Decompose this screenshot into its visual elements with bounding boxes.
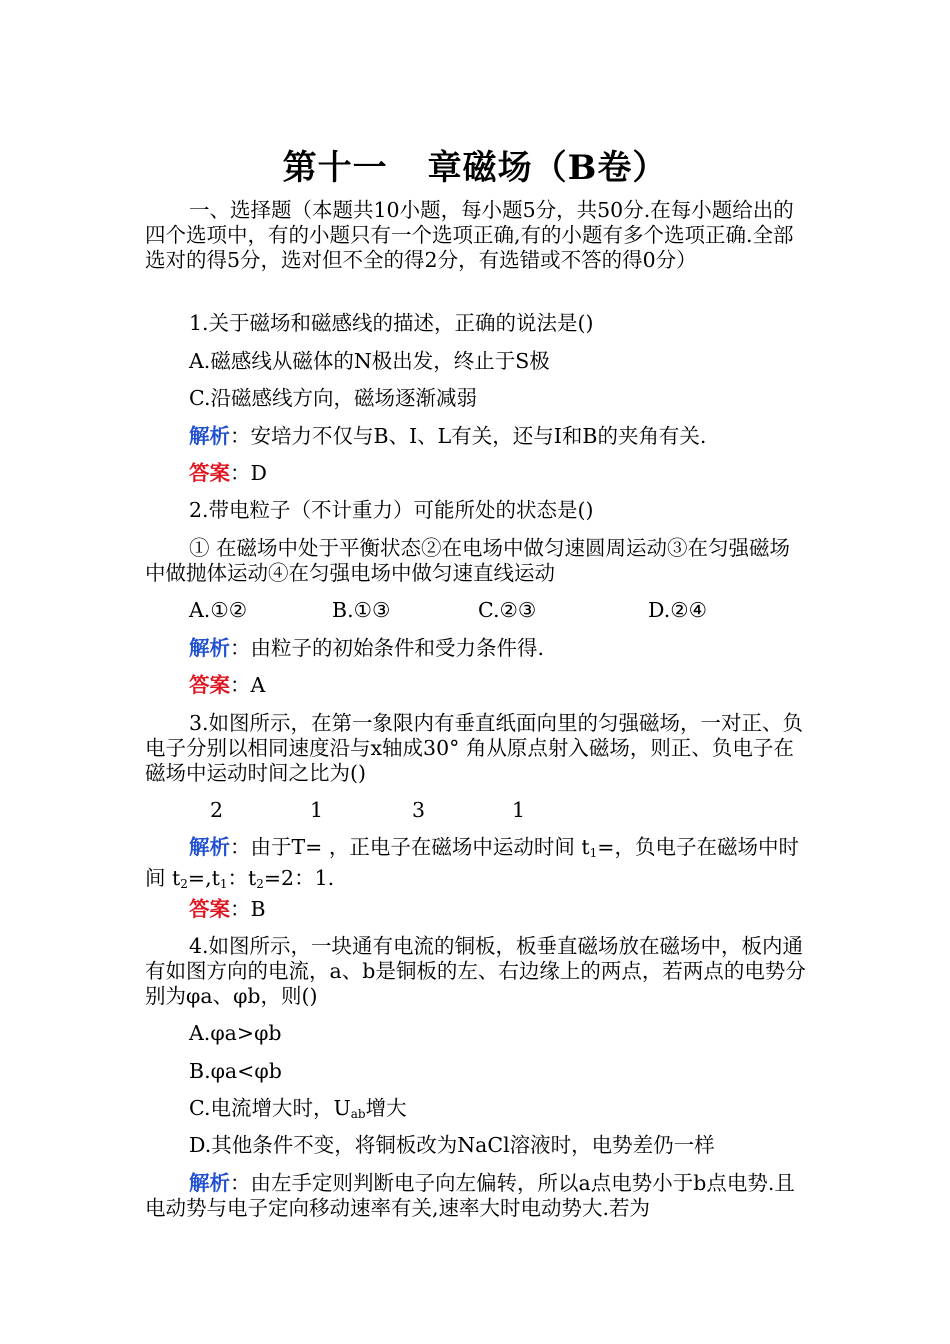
q4-option-d: D.其他条件不变，将铜板改为NaCl溶液时，电势差仍一样 — [189, 1133, 715, 1157]
q2-answer: 答案：A — [189, 673, 266, 697]
q4-analysis: 解析：由左手定则判断电子向左偏转，所以a点电势小于b点电势.且电动势与电子定向移动速率有关,速率大时电动势大.若为 — [145, 1171, 795, 1220]
q4-stem: 4.如图所示，一块通有电流的铜板，板垂直磁场放在磁场中，板内通有如图方向的电流，a、b是铜板的左、右边缘上的两点，若两点的电势分别为φa、φb，则() — [145, 934, 806, 1008]
q2-option-c: C.②③ — [478, 598, 537, 622]
q1-answer: 答案：D — [189, 461, 267, 485]
analysis-label: 解析 — [189, 424, 230, 448]
q1-option-a: A.磁感线从磁体的N极出发，终止于S极 — [189, 349, 550, 373]
q3-option-2: 1 — [310, 798, 324, 822]
title-part-2: 章磁场（B卷） — [427, 148, 668, 188]
q2-option-a: A.①② — [189, 598, 248, 622]
answer-label: 答案 — [189, 461, 230, 485]
q1-option-c: C.沿磁感线方向，磁场逐渐减弱 — [189, 386, 477, 410]
q4-option-b: B.φa<φb — [189, 1059, 282, 1083]
q4-option-a: A.φa>φb — [189, 1021, 282, 1045]
q3-answer: 答案：B — [189, 897, 266, 921]
q3-stem: 3.如图所示，在第一象限内有垂直纸面向里的匀强磁场，一对正、负电子分别以相同速度沿与x轴成30° 角从原点射入磁场，则正、负电子在磁场中运动时间之比为() — [145, 711, 804, 785]
page-title — [0, 140, 950, 189]
q3-option-3: 3 — [412, 798, 426, 822]
q1-analysis: 解析：安培力不仅与B、I、L有关，还与I和B的夹角有关. — [189, 424, 707, 448]
q2-option-b: B.①③ — [332, 598, 391, 622]
q2-option-d: D.②④ — [648, 598, 707, 622]
q2-stem: 2.带电粒子（不计重力）可能所处的状态是() — [189, 498, 594, 522]
q1-stem: 1.关于磁场和磁感线的描述，正确的说法是() — [189, 311, 594, 335]
q3-analysis: 解析：由于T= ，正电子在磁场中运动时间 $t_1=$，负电子在磁场中时间 $t_2=,t_1$：$t_2=2$：1. — [145, 835, 799, 891]
q2-states: ① 在磁场中处于平衡状态②在电场中做匀速圆周运动③在匀强磁场中做抛体运动④在匀强电场中做匀速直线运动 — [145, 536, 791, 585]
title-part-1: 第十一 — [282, 148, 388, 188]
q4-option-c: C.电流增大时，$U_{ab}$增大 — [189, 1096, 407, 1121]
q3-option-4: 1 — [512, 798, 526, 822]
section-instructions: 一、选择题（本题共10小题，每小题5分，共50分.在每小题给出的四个选项中，有的小题只有一个选项正确,有的小题有多个选项正确.全部选对的得5分，选对但不全的得2分，有选错或不答的得0分） — [145, 198, 794, 272]
q3-option-1: 2 — [210, 798, 224, 822]
q2-analysis: 解析：由粒子的初始条件和受力条件得. — [189, 636, 545, 660]
